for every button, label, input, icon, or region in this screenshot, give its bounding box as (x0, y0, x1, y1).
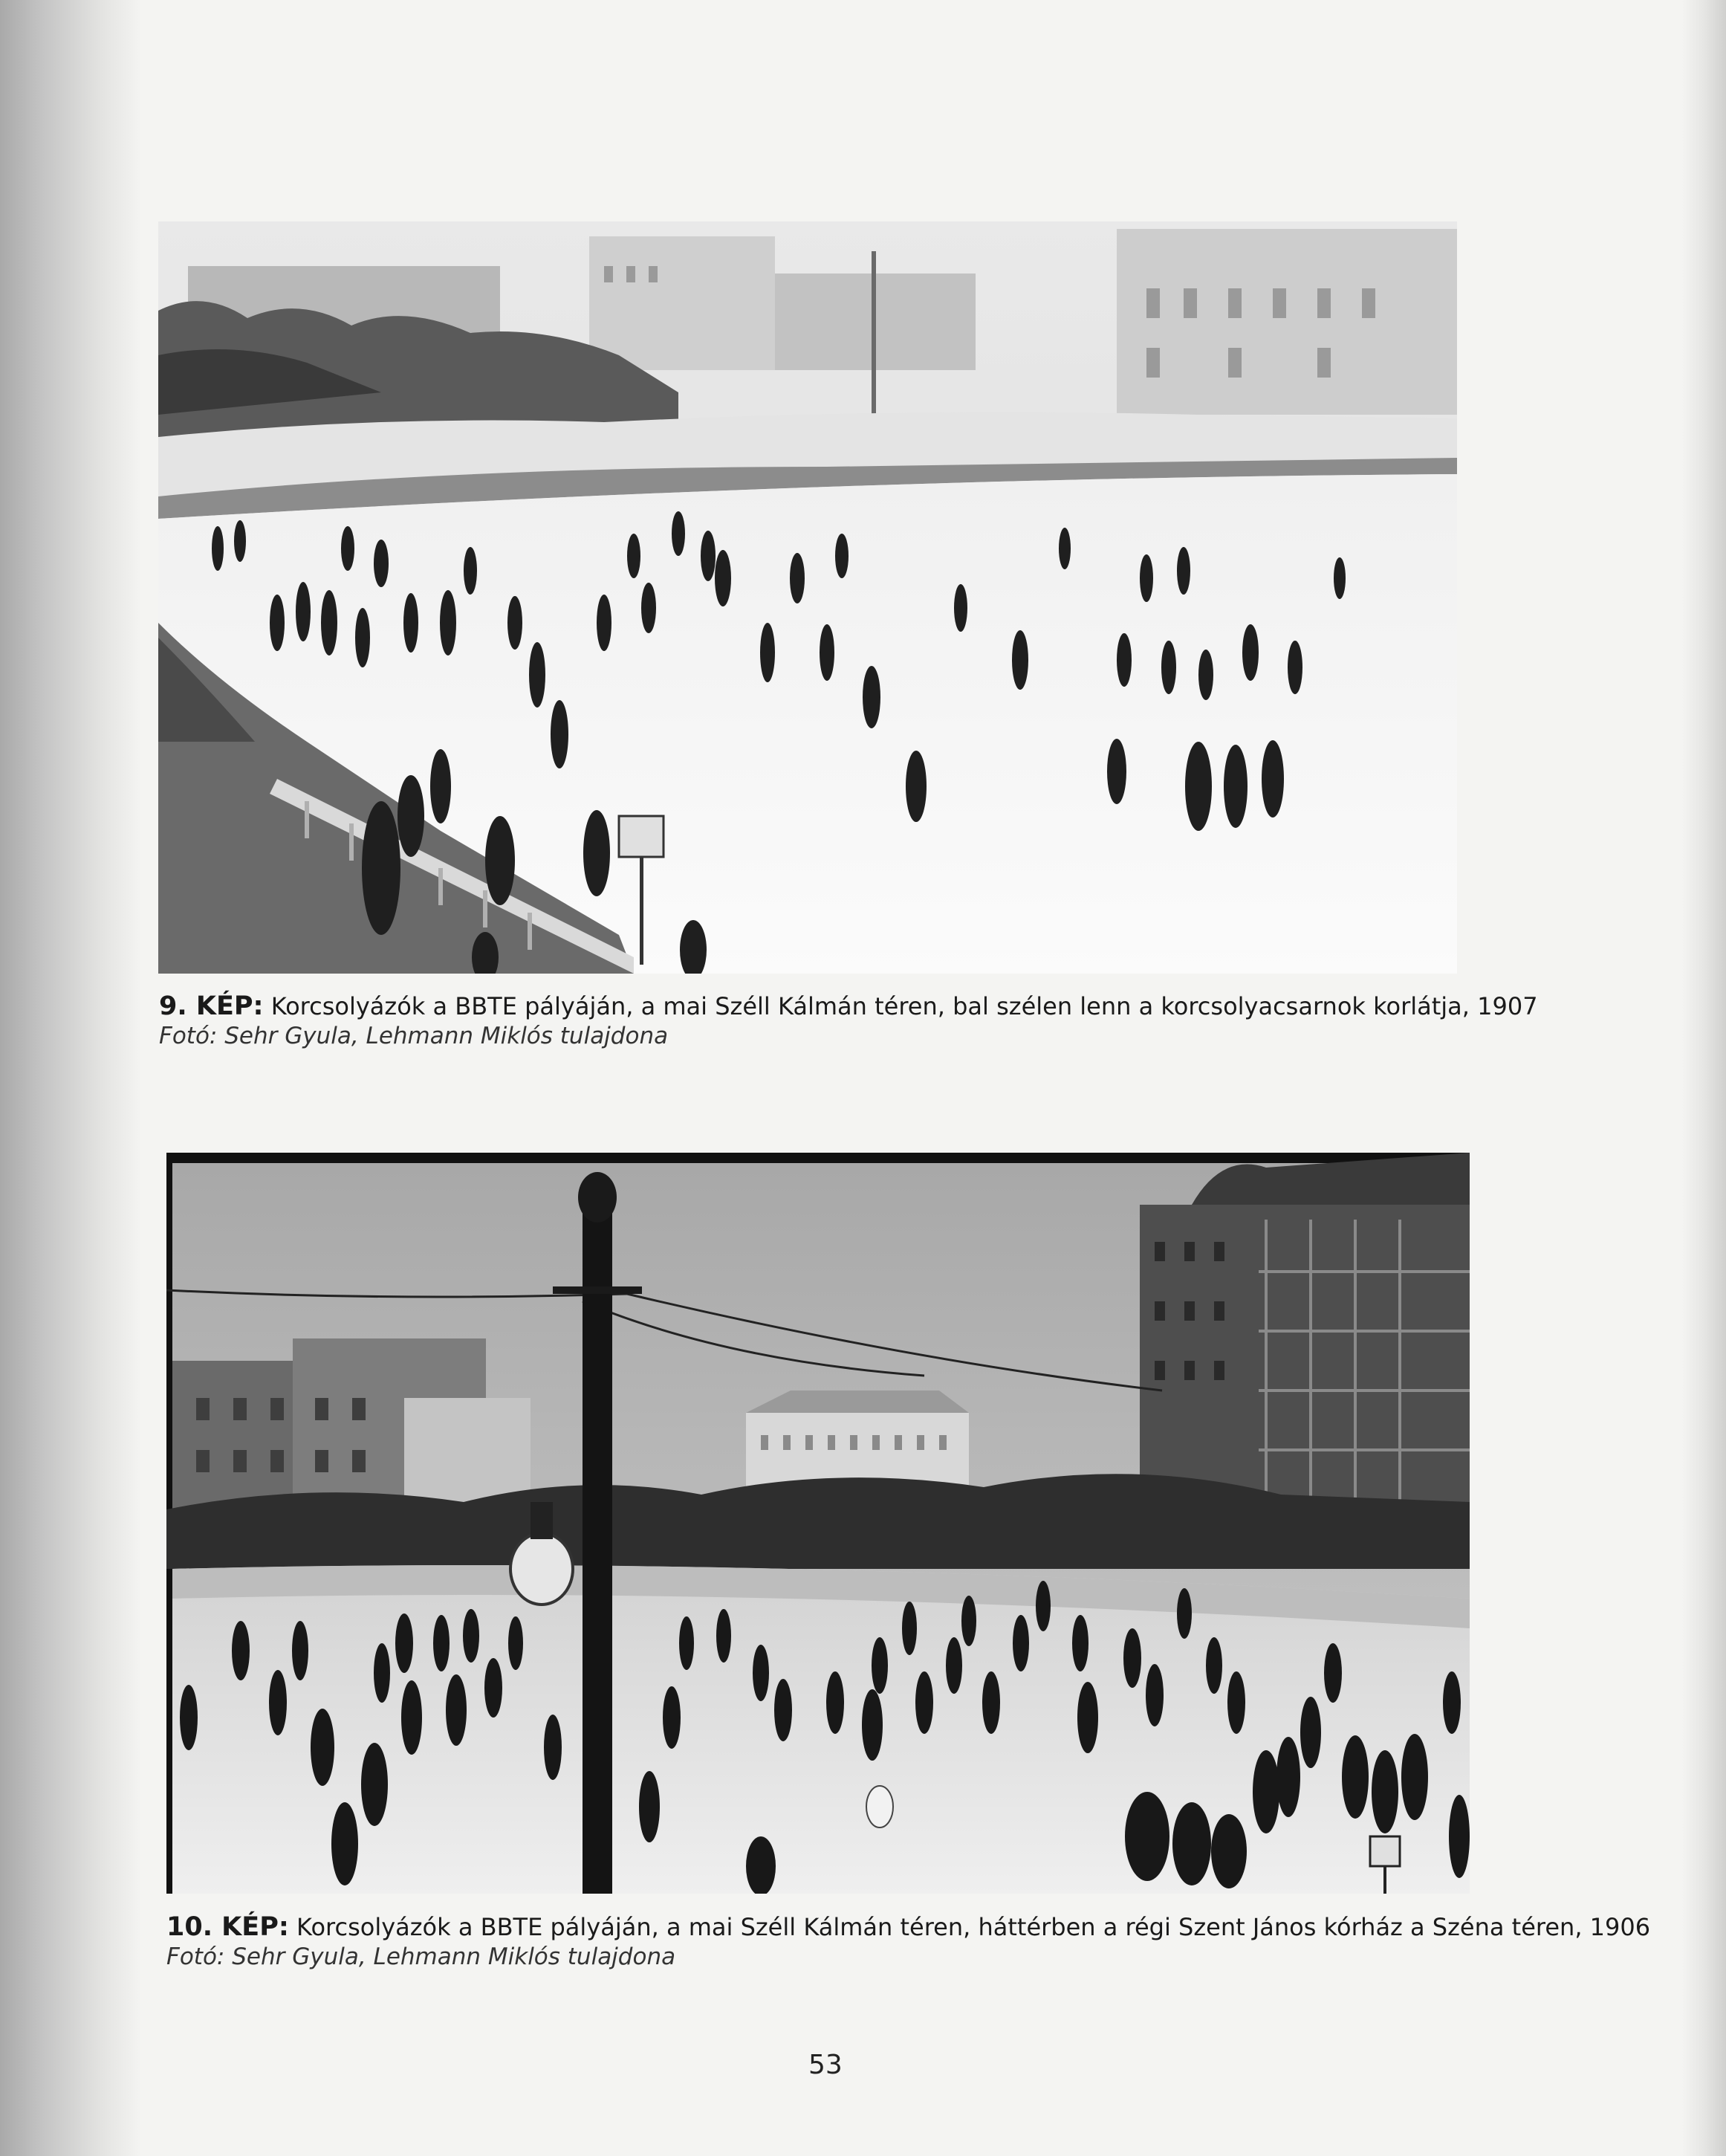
book-gutter-shadow (0, 0, 141, 2156)
photo-credit: Fotó: Sehr Gyula, Lehmann Miklós tulajdona (159, 1023, 669, 1049)
caption-text: Korcsolyázók a BBTE pályáján, a mai Széll Kálmán téren, háttérben a régi Szent János kórház a Széna téren, 1906 (296, 1913, 1651, 1941)
caption-line (166, 1912, 1650, 1942)
caption-line (159, 991, 1538, 1021)
photo-credit: Fotó: Sehr Gyula, Lehmann Miklós tulajdona (166, 1943, 676, 1970)
photo-skaters-1906 (166, 1153, 1470, 1894)
figure-caption-10 (166, 1912, 1650, 1972)
figure-caption-9 (159, 991, 1538, 1051)
caption-text: Korcsolyázók a BBTE pályáján, a mai Széll Kálmán téren, bal szélen lenn a korcsolyacsarnok korlátja, 1907 (270, 992, 1538, 1020)
figure-label: 10. KÉP: (166, 1912, 289, 1942)
figure-label: 9. KÉP: (159, 991, 264, 1021)
page-number: 53 (808, 2050, 843, 2080)
page-edge (1681, 0, 1726, 2156)
photo-skaters-1907 (158, 221, 1457, 974)
